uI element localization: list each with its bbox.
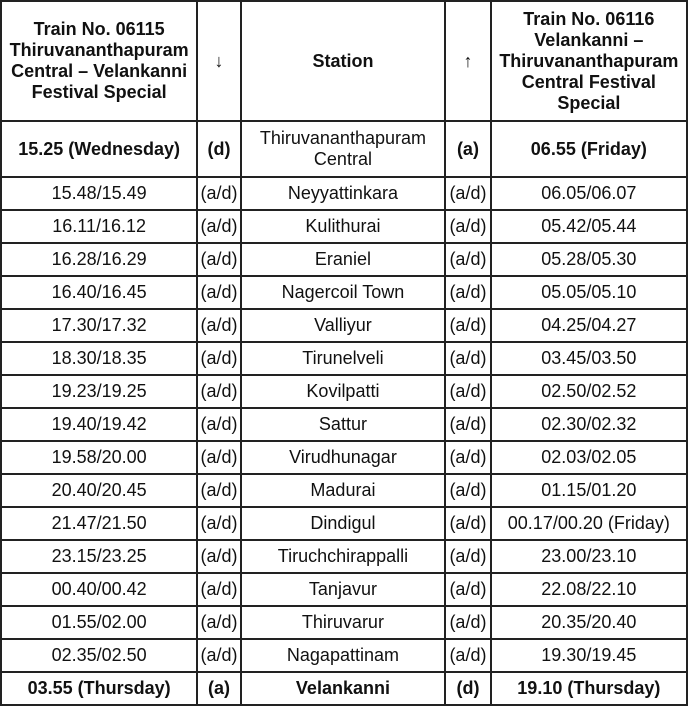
down-time-cell: 03.55 (Thursday) <box>1 672 197 705</box>
down-time-cell: 16.28/16.29 <box>1 243 197 276</box>
up-code-cell: (d) <box>445 672 490 705</box>
up-code-cell: (a/d) <box>445 606 490 639</box>
down-time-cell: 20.40/20.45 <box>1 474 197 507</box>
down-code-cell: (a/d) <box>197 606 240 639</box>
down-time-cell: 19.40/19.42 <box>1 408 197 441</box>
down-train-header: Train No. 06115 Thiruvananthapuram Central – Velankanni Festival Special <box>1 1 197 121</box>
down-time-cell: 16.11/16.12 <box>1 210 197 243</box>
station-cell: Tirunelveli <box>241 342 446 375</box>
station-cell: Kovilpatti <box>241 375 446 408</box>
down-time-cell: 19.58/20.00 <box>1 441 197 474</box>
station-cell: Eraniel <box>241 243 446 276</box>
up-code-cell: (a/d) <box>445 441 490 474</box>
up-train-header: Train No. 06116 Velankanni – Thiruvananthapuram Central Festival Special <box>491 1 687 121</box>
up-time-cell: 19.30/19.45 <box>491 639 687 672</box>
down-time-cell: 02.35/02.50 <box>1 639 197 672</box>
table-row <box>1 243 687 276</box>
up-time-cell: 03.45/03.50 <box>491 342 687 375</box>
station-cell: Tiruchchirappalli <box>241 540 446 573</box>
down-time-cell: 16.40/16.45 <box>1 276 197 309</box>
down-code-cell: (a/d) <box>197 507 240 540</box>
down-code-cell: (a/d) <box>197 342 240 375</box>
up-arrow-header: ↑ <box>445 1 490 121</box>
up-code-cell: (a/d) <box>445 309 490 342</box>
table-row <box>1 276 687 309</box>
down-time-cell: 23.15/23.25 <box>1 540 197 573</box>
table-row <box>1 639 687 672</box>
station-cell: Nagapattinam <box>241 639 446 672</box>
down-code-cell: (a/d) <box>197 639 240 672</box>
down-code-cell: (a/d) <box>197 441 240 474</box>
station-cell: Neyyattinkara <box>241 177 446 210</box>
down-time-cell: 15.48/15.49 <box>1 177 197 210</box>
down-time-cell: 17.30/17.32 <box>1 309 197 342</box>
station-header: Station <box>241 1 446 121</box>
up-time-cell: 05.42/05.44 <box>491 210 687 243</box>
up-code-cell: (a/d) <box>445 342 490 375</box>
up-code-cell: (a/d) <box>445 573 490 606</box>
station-cell: Kulithurai <box>241 210 446 243</box>
down-code-cell: (d) <box>197 121 240 177</box>
station-cell: Madurai <box>241 474 446 507</box>
down-time-cell: 21.47/21.50 <box>1 507 197 540</box>
down-arrow-header: ↓ <box>197 1 240 121</box>
down-code-cell: (a/d) <box>197 210 240 243</box>
down-code-cell: (a/d) <box>197 474 240 507</box>
down-code-cell: (a/d) <box>197 276 240 309</box>
station-cell: Sattur <box>241 408 446 441</box>
station-cell: Thiruvananthapuram Central <box>241 121 446 177</box>
down-code-cell: (a/d) <box>197 540 240 573</box>
table-row <box>1 474 687 507</box>
table-row <box>1 540 687 573</box>
table-row <box>1 375 687 408</box>
down-time-cell: 18.30/18.35 <box>1 342 197 375</box>
up-code-cell: (a/d) <box>445 243 490 276</box>
up-code-cell: (a) <box>445 121 490 177</box>
down-time-cell: 01.55/02.00 <box>1 606 197 639</box>
up-time-cell: 06.55 (Friday) <box>491 121 687 177</box>
down-code-cell: (a/d) <box>197 408 240 441</box>
up-code-cell: (a/d) <box>445 276 490 309</box>
up-code-cell: (a/d) <box>445 408 490 441</box>
table-row <box>1 573 687 606</box>
header-row <box>1 1 687 121</box>
station-cell: Tanjavur <box>241 573 446 606</box>
up-time-cell: 19.10 (Thursday) <box>491 672 687 705</box>
table-row <box>1 177 687 210</box>
station-cell: Virudhunagar <box>241 441 446 474</box>
up-time-cell: 02.30/02.32 <box>491 408 687 441</box>
up-code-cell: (a/d) <box>445 177 490 210</box>
down-time-cell: 00.40/00.42 <box>1 573 197 606</box>
up-code-cell: (a/d) <box>445 210 490 243</box>
table-row <box>1 507 687 540</box>
up-code-cell: (a/d) <box>445 474 490 507</box>
station-cell: Velankanni <box>241 672 446 705</box>
up-time-cell: 22.08/22.10 <box>491 573 687 606</box>
down-code-cell: (a/d) <box>197 573 240 606</box>
up-time-cell: 04.25/04.27 <box>491 309 687 342</box>
up-time-cell: 05.05/05.10 <box>491 276 687 309</box>
table-row <box>1 210 687 243</box>
up-time-cell: 20.35/20.40 <box>491 606 687 639</box>
down-time-cell: 15.25 (Wednesday) <box>1 121 197 177</box>
up-time-cell: 05.28/05.30 <box>491 243 687 276</box>
down-code-cell: (a/d) <box>197 309 240 342</box>
up-code-cell: (a/d) <box>445 540 490 573</box>
up-time-cell: 23.00/23.10 <box>491 540 687 573</box>
table-row <box>1 309 687 342</box>
station-cell: Thiruvarur <box>241 606 446 639</box>
up-code-cell: (a/d) <box>445 639 490 672</box>
table-row <box>1 121 687 177</box>
up-time-cell: 06.05/06.07 <box>491 177 687 210</box>
up-time-cell: 02.50/02.52 <box>491 375 687 408</box>
up-time-cell: 00.17/00.20 (Friday) <box>491 507 687 540</box>
up-code-cell: (a/d) <box>445 375 490 408</box>
station-cell: Valliyur <box>241 309 446 342</box>
down-time-cell: 19.23/19.25 <box>1 375 197 408</box>
up-time-cell: 01.15/01.20 <box>491 474 687 507</box>
down-code-cell: (a) <box>197 672 240 705</box>
up-code-cell: (a/d) <box>445 507 490 540</box>
table-row <box>1 441 687 474</box>
down-code-cell: (a/d) <box>197 375 240 408</box>
table-row <box>1 342 687 375</box>
table-row <box>1 408 687 441</box>
down-code-cell: (a/d) <box>197 177 240 210</box>
up-time-cell: 02.03/02.05 <box>491 441 687 474</box>
table-row <box>1 606 687 639</box>
table-row <box>1 672 687 705</box>
down-code-cell: (a/d) <box>197 243 240 276</box>
station-cell: Nagercoil Town <box>241 276 446 309</box>
station-cell: Dindigul <box>241 507 446 540</box>
